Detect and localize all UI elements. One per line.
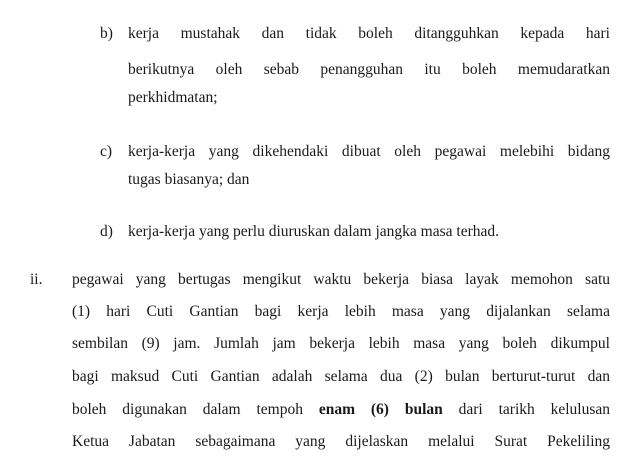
section-ii-line-2: (1) hari Cuti Gantian bagi kerja lebih masa yang dijalankan selama bbox=[72, 303, 610, 320]
item-b-line-1: kerja mustahak dan tidak boleh ditangguhkan kepada hari bbox=[128, 25, 610, 42]
item-b-line-2: berikutnya oleh sebab penangguhan itu boleh memudaratkan bbox=[128, 61, 610, 78]
item-c-line-1: kerja-kerja yang dikehendaki dibuat oleh pegawai melebihi bidang bbox=[128, 143, 610, 160]
section-ii-line-4: bagi maksud Cuti Gantian adalah selama dua (2) bulan berturut-turut dan bbox=[72, 368, 610, 385]
section-ii-line-3: sembilan (9) jam. Jumlah jam bekerja lebih masa yang boleh dikumpul bbox=[72, 335, 610, 352]
section-ii-line-5 bbox=[72, 400, 610, 420]
section-ii-line-5-before: boleh digunakan dalam tempoh bbox=[72, 401, 303, 418]
item-d-marker: d) bbox=[100, 223, 113, 240]
item-d-line-1: kerja-kerja yang perlu diuruskan dalam jangka masa terhad. bbox=[128, 223, 499, 240]
section-ii-line-5-bold: enam (6) bulan bbox=[318, 401, 443, 418]
item-b-marker: b) bbox=[100, 25, 113, 42]
section-ii-line-5-after: dari tarikh kelulusan bbox=[458, 401, 610, 418]
item-c-marker: c) bbox=[100, 143, 113, 160]
section-ii-line-1: pegawai yang bertugas mengikut waktu bekerja biasa layak memohon satu bbox=[72, 271, 610, 288]
item-c-line-2: tugas biasanya; dan bbox=[128, 171, 250, 188]
section-ii-line-6: Ketua Jabatan sebagaimana yang dijelaskan melalui Surat Pekeliling bbox=[72, 433, 610, 450]
item-b-line-3: perkhidmatan; bbox=[128, 89, 218, 106]
section-ii-marker: ii. bbox=[30, 271, 43, 288]
